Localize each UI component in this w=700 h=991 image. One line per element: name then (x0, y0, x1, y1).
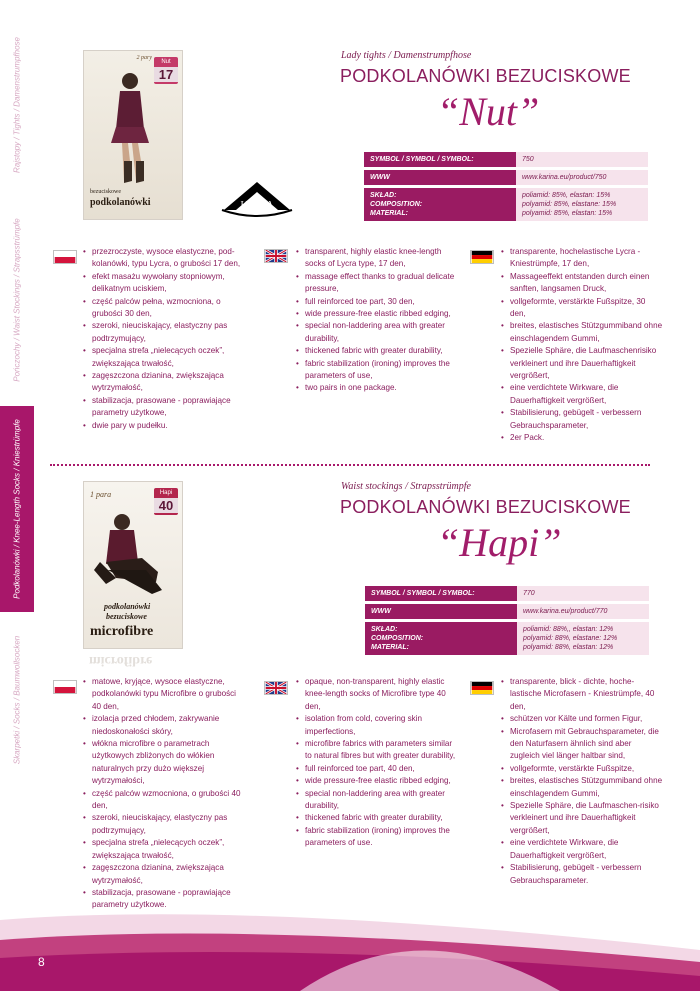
spec-value-link[interactable]: www.karina.eu/product/750 (516, 170, 648, 185)
lycra-logo-image (220, 178, 294, 218)
spec-row-composition (365, 622, 649, 655)
page-number: 8 (38, 955, 45, 969)
feature-item: • stabilizacja, prasowane - poprawiające parametry użytkowe. (83, 887, 243, 912)
uk-flag-icon (264, 681, 288, 695)
feature-item: • breites, elastisches Stützgummiband ohne einschlagendem Gummi, (501, 775, 663, 800)
nut-features-de (501, 246, 663, 445)
spec-value: 750 (516, 152, 648, 167)
german-flag-icon (470, 681, 494, 695)
nut-subhead: Lady tights / Damenstrumpfhose (341, 50, 472, 61)
feature-item: • włókna microfibre o parametrach użytkowych zbliżonych do włókien naturalnych przy dużo większej wytrzymałości, (83, 738, 243, 788)
spec-row-composition (364, 188, 648, 221)
pack-name: microfibre (90, 624, 154, 639)
feature-item: • eine verdichtete Wirkware, die Dauerhaftigkeit vergrößert, (501, 382, 663, 407)
feature-item: • specjalna strefa „nielecących oczek”, zwiększająca trwałość, (83, 837, 243, 862)
feature-item: • isolation from cold, covering skin imperfections, (296, 713, 456, 738)
feature-item: • transparent, highly elastic knee-length socks of Lycra type, 17 den, (296, 246, 456, 271)
spec-value: poliamid: 88%,, elastan: 12% polyamid: 88%, elastane: 12% polyamid: 88%, elastan: 12% (517, 622, 649, 655)
feature-item: • stabilizacja, prasowane - poprawiające parametry użytkowe, (83, 395, 243, 420)
feature-item: • opaque, non-transparent, highly elastic knee-length socks of Microfibre type 40 den, (296, 676, 456, 713)
side-tab-tights[interactable]: Rajstopy / Tights / Damenstrumpfhose (12, 37, 22, 173)
hapi-product-name: “Hapi” (437, 520, 562, 565)
feature-item: • eine verdichtete Wirkware, die Dauerhaftigkeit vergrößert, (501, 837, 663, 862)
pack-badge (154, 488, 178, 515)
uk-flag-icon (264, 249, 288, 263)
footer-wave-decoration (0, 880, 700, 991)
lycra-logo-text: LYCRA (240, 200, 274, 211)
pack-name-small: podkolanówki (104, 602, 151, 611)
feature-item: • Spezielle Sphäre, die Laufmaschen-risiko verkleinert und ihre Dauerhaftigkeit vergrößert, (501, 800, 663, 837)
hapi-features-de (501, 676, 663, 887)
nut-features-en (296, 246, 456, 395)
side-tab-stockings[interactable]: Pończochy / Waist Stockings / Strapsstrümpfe (12, 218, 22, 382)
spec-row-symbol (365, 586, 649, 601)
pack-name-mid: bezuciskowe (106, 612, 147, 621)
feature-item: • Microfasern mit Gebrauchsparameter, die den Naturfasern ähnlich sind aber zugleich viel länger haltbar sind, (501, 726, 663, 763)
side-tab-knee-socks: Podkolanówki / Knee-Length Socks / Kniestrümpfe (12, 419, 22, 599)
spec-key: SKŁAD: COMPOSITION: MATERIAL: (365, 622, 517, 655)
section-divider (50, 464, 650, 466)
feature-item: • schützen vor Kälte und formen Figur, (501, 713, 663, 725)
spec-row-www (364, 170, 648, 185)
feature-item: • vollgeformte, verstärkte Fußspitze, (501, 763, 663, 775)
section-side-tabs (0, 0, 34, 991)
pack-badge-label: Hapi (159, 490, 173, 496)
spec-row-www (365, 604, 649, 619)
hapi-spec-table (365, 586, 649, 658)
feature-item: • szeroki, nieuciskający, elastyczny pas podtrzymujący, (83, 320, 243, 345)
side-tab-knee-socks-active[interactable] (0, 406, 34, 612)
nut-spec-table (364, 152, 648, 224)
pack-badge-label: Nut (161, 59, 171, 65)
feature-item: • breites, elastisches Stützgummiband ohne einschlagendem Gummi, (501, 320, 663, 345)
feature-item: • Massageeffekt entstanden durch einen sanften, langsamen Druck, (501, 271, 663, 296)
feature-item: • thickened fabric with greater durability, (296, 812, 456, 824)
feature-item: • transparente, blick - dichte, hoche-lastische Microfasern - Kniestrümpfe, 40 den, (501, 676, 663, 713)
spec-key: WWW (365, 604, 517, 619)
product-hapi-package-image (83, 481, 183, 649)
feature-item: • część palców pełna, wzmocniona, o grubości 30 den, (83, 296, 243, 321)
model-figure-image (94, 69, 164, 187)
feature-item: • wide pressure-free elastic ribbed edging, (296, 775, 456, 787)
feature-item: • część palców wzmocniona, o grubości 40 den, (83, 788, 243, 813)
pack-name: podkolanówki (90, 197, 151, 208)
feature-item: • 2er Pack. (501, 432, 663, 444)
feature-item: • specjalna strefa „nielecących oczek”, zwiększająca trwałość, (83, 345, 243, 370)
side-tab-socks[interactable]: Skarpetki / Socks / Baumwollsocken (12, 635, 22, 765)
feature-item: • two pairs in one package. (296, 382, 456, 394)
spec-key: WWW (364, 170, 516, 185)
feature-item: • izolacja przed chłodem, zakrywanie niedoskonałości skóry, (83, 713, 243, 738)
nut-heading: PODKOLANÓWKI BEZUCISKOWE (340, 66, 631, 86)
feature-item: • efekt masażu wywołany stopniowym, delikatnym uciskiem, (83, 271, 243, 296)
feature-item: • vollgeformte, verstärkte Fußspitze, 30 den, (501, 296, 663, 321)
feature-item: • fabric stabilization (ironing) improves the parameters of use. (296, 825, 456, 850)
pack-name-reflection: microfibre (89, 653, 153, 668)
feature-item: • Stabilisierung, gebügelt - verbessern Gebrauchsparameter. (501, 862, 663, 887)
german-flag-icon (470, 250, 494, 264)
feature-item: • Stabilisierung, gebügelt - verbessern Gebrauchsparameter, (501, 407, 663, 432)
feature-item: • zagęszczona dzianina, zwiększająca wytrzymałość, (83, 370, 243, 395)
feature-item: • szeroki, nieuciskający, elastyczny pas podtrzymujący, (83, 812, 243, 837)
feature-item: • massage effect thanks to gradual delicate pressure, (296, 271, 456, 296)
pack-top-text: 2 pary (136, 55, 152, 61)
feature-item: • special non-laddering area with greater durability, (296, 320, 456, 345)
feature-item: • full reinforced toe part, 30 den, (296, 296, 456, 308)
feature-item: • zagęszczona dzianina, zwiększająca wytrzymałość, (83, 862, 243, 887)
polish-flag-icon (53, 250, 77, 264)
spec-value: 770 (517, 586, 649, 601)
spec-key: SYMBOL / SYMBOL / SYMBOL: (365, 586, 517, 601)
pack-top-text: 1 para (90, 490, 112, 499)
hapi-subhead: Waist stockings / Strapsstrümpfe (341, 481, 471, 492)
hapi-features-pl (83, 676, 243, 912)
feature-item: • matowe, kryjące, wysoce elastyczne, podkolanówki typu Microfibre o grubości 40 den, (83, 676, 243, 713)
feature-item: • special non-laddering area with greater durability, (296, 788, 456, 813)
spec-value-link[interactable]: www.karina.eu/product/770 (517, 604, 649, 619)
feature-item: • fabric stabilization (ironing) improves the parameters of use, (296, 358, 456, 383)
pack-badge-number: 17 (154, 67, 178, 82)
feature-item: • wide pressure-free elastic ribbed edging, (296, 308, 456, 320)
feature-item: • przezroczyste, wysoce elastyczne, pod-kolanówki, typu Lycra, o grubości 17 den, (83, 246, 243, 271)
nut-product-name: “Nut” (437, 89, 540, 134)
polish-flag-icon (53, 680, 77, 694)
model-figure-image (86, 512, 166, 598)
feature-item: • Spezielle Sphäre, die Laufmaschenrisiko verkleinert und ihre Dauerhaftigkeit vergrößert, (501, 345, 663, 382)
feature-item: • full reinforced toe part, 40 den, (296, 763, 456, 775)
pack-badge-number: 40 (154, 498, 178, 513)
spec-value: poliamid: 85%, elastan: 15% polyamid: 85%, elastane: 15% polyamid: 85%, elastan: 15% (516, 188, 648, 221)
feature-item: • thickened fabric with greater durability, (296, 345, 456, 357)
hapi-heading: PODKOLANÓWKI BEZUCISKOWE (340, 497, 631, 517)
product-nut-package-image (83, 50, 183, 220)
spec-row-symbol (364, 152, 648, 167)
nut-features-pl (83, 246, 243, 432)
feature-item: • microfibre fabrics with parameters similar to natural fibres but with greater durability, (296, 738, 456, 763)
pack-name-small: bezuciskowe (90, 189, 121, 195)
feature-item: • transparente, hochelastische Lycra - Kniestrümpfe, 17 den, (501, 246, 663, 271)
hapi-features-en (296, 676, 456, 850)
spec-key: SKŁAD: COMPOSITION: MATERIAL: (364, 188, 516, 221)
spec-key: SYMBOL / SYMBOL / SYMBOL: (364, 152, 516, 167)
feature-item: • dwie pary w pudełku. (83, 420, 243, 432)
